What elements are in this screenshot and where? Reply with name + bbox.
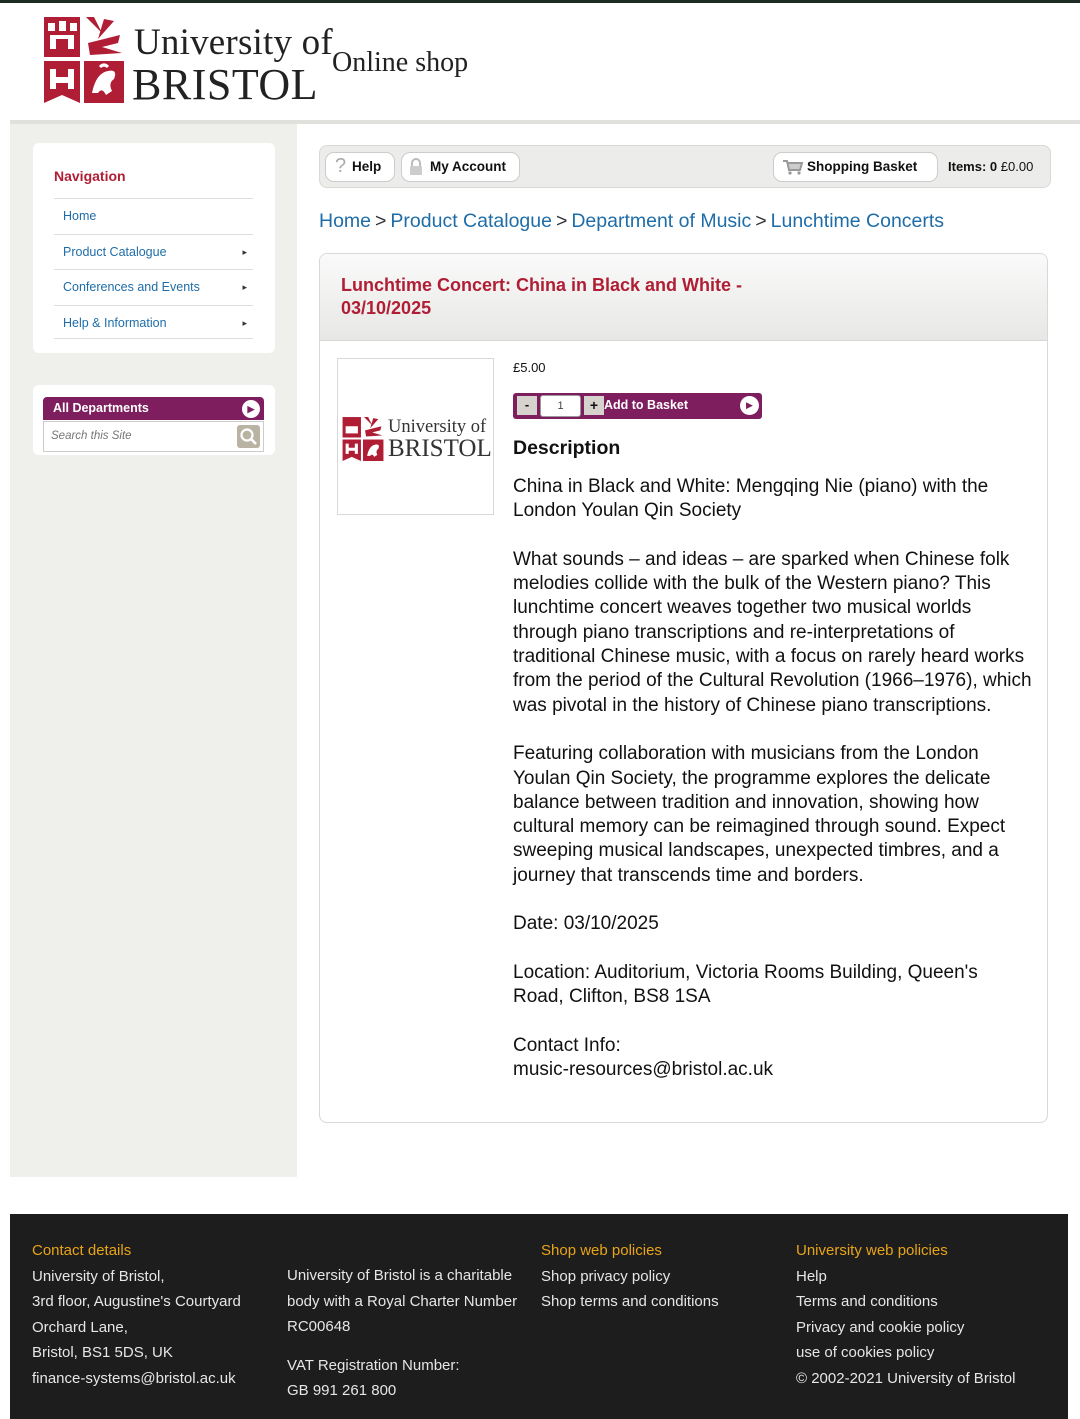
breadcrumb-lunchtime-concerts[interactable]: Lunchtime Concerts (770, 210, 945, 232)
breadcrumb-separator: > (555, 210, 568, 232)
footer-link-cookies[interactable]: use of cookies policy (796, 1344, 935, 1361)
description-paragraph: China in Black and White: Mengqing Nie (piano) with the London Youlan Qin Society (513, 476, 989, 522)
sidebar-item-label: Product Catalogue (63, 245, 167, 259)
chevron-right-icon: ▸ (242, 282, 247, 292)
play-circle-icon: ▶ (242, 400, 260, 418)
items-label: Items: (948, 159, 987, 174)
my-account-label: My Account (430, 159, 507, 174)
departments-panel (33, 385, 275, 455)
help-label: Help (352, 159, 382, 174)
logo-line-university: University of (134, 22, 333, 63)
all-departments-label: All Departments (53, 401, 149, 415)
sidebar-item-help-information[interactable] (54, 305, 253, 339)
breadcrumb-separator: > (375, 210, 387, 232)
product-price: £5.00 (513, 360, 546, 375)
footer-contact-details (32, 1238, 241, 1391)
footer-link-privacy-cookie[interactable]: Privacy and cookie policy (796, 1318, 965, 1336)
university-crest-icon (42, 13, 126, 103)
search-field (43, 421, 264, 452)
play-circle-icon[interactable]: ▶ (740, 396, 759, 415)
footer-shop-policies (541, 1238, 719, 1315)
breadcrumb (319, 210, 944, 233)
contact-email[interactable]: music-resources@bristol.ac.uk (513, 1059, 774, 1081)
event-location: Location: Auditorium, Victoria Rooms Building, Queen's Road, Clifton, BS8 1SA (513, 961, 978, 1008)
breadcrumb-product-catalogue[interactable]: Product Catalogue (390, 210, 552, 232)
footer-text: University of Bristol is a charitable (287, 1267, 513, 1284)
footer-text: 3rd floor, Augustine's Courtyard (32, 1293, 241, 1310)
university-crest-icon (340, 415, 386, 461)
description-paragraph: What sounds – and ideas – are sparked when Chinese folk melodies collide with the bulk of the Western piano? This lunchtime concert weaves together two musical worlds through piano transcriptions and re-interpretations of traditional Chinese music, with a focus on rarely heard works from the period of the Cultural Revolution (1966–1976), which was pivotal in the history of Chinese piano transcriptions. (513, 548, 1032, 716)
quantity-input[interactable] (540, 395, 581, 417)
footer-text: Orchard Lane, (32, 1318, 128, 1336)
footer-copyright: © 2002-2021 University of Bristol (796, 1369, 1016, 1387)
question-icon: ? (335, 155, 347, 177)
help-button[interactable] (325, 152, 395, 182)
footer-link-help[interactable]: Help (796, 1267, 827, 1285)
sidebar-item-label: Home (63, 209, 97, 223)
thumb-logo-line-university: University of (388, 417, 487, 437)
search-icon (237, 425, 260, 448)
footer-link-shop-privacy[interactable]: Shop privacy policy (541, 1267, 671, 1285)
university-logo[interactable] (42, 13, 333, 109)
items-count: 0 (989, 159, 998, 174)
search-button[interactable] (237, 425, 260, 448)
breadcrumb-department-of-music[interactable]: Department of Music (571, 210, 752, 232)
sidebar-item-product-catalogue[interactable] (54, 234, 253, 268)
breadcrumb-separator: > (755, 210, 767, 232)
navigation-panel (33, 143, 275, 353)
chevron-right-icon: ▸ (242, 247, 247, 257)
footer-heading: University web policies (796, 1242, 948, 1259)
footer-university-policies (796, 1238, 1016, 1391)
items-total: £0.00 (1000, 159, 1034, 174)
footer-link-terms[interactable]: Terms and conditions (796, 1293, 938, 1310)
basket-summary (948, 159, 1033, 174)
site-footer (10, 1214, 1068, 1419)
sidebar-item-conferences-and-events[interactable] (54, 269, 253, 303)
logo-line-bristol: BRISTOL (132, 60, 319, 109)
thumb-logo-line-bristol: BRISTOL (388, 435, 492, 462)
sidebar-item-home[interactable] (54, 198, 253, 232)
footer-heading: Shop web policies (541, 1242, 662, 1259)
contact-info-label: Contact Info: (513, 1034, 621, 1056)
sidebar-item-label: Help & Information (63, 316, 167, 330)
footer-email-link[interactable]: finance-systems@bristol.ac.uk (32, 1369, 236, 1387)
product-title: Lunchtime Concert: China in Black and White - 03/10/2025 (341, 275, 743, 318)
quantity-decrement-button[interactable]: - (517, 396, 537, 415)
add-to-basket-button[interactable]: Add to Basket (604, 398, 689, 412)
description-paragraph: Featuring collaboration with musicians from the London Youlan Qin Society, the programme explores the delicate balance between tradition and innovation, showing how cultural memory can be reimagined through sound. Expect sweeping musical landscapes, unexpected timbres, and a journey that transcends time and borders. (513, 743, 1006, 886)
lock-icon (409, 158, 423, 176)
footer-text: GB 991 261 800 (287, 1382, 397, 1399)
add-to-basket-bar (513, 393, 762, 419)
product-image[interactable] (337, 358, 494, 515)
navigation-title: Navigation (54, 168, 126, 184)
search-input[interactable] (46, 425, 231, 447)
chevron-right-icon: ▸ (242, 318, 247, 328)
footer-link-shop-terms[interactable]: Shop terms and conditions (541, 1293, 719, 1310)
quantity-increment-button[interactable]: + (584, 396, 604, 415)
site-header (0, 3, 1080, 123)
sidebar-item-label: Conferences and Events (63, 280, 200, 294)
footer-text: Bristol, BS1 5DS, UK (32, 1344, 173, 1361)
product-header (320, 254, 1047, 341)
shopping-cart-icon (782, 159, 804, 175)
description-heading: Description (513, 437, 621, 459)
shopping-basket-button[interactable] (773, 152, 938, 182)
footer-text: body with a Royal Charter Number (287, 1292, 518, 1310)
my-account-button[interactable] (401, 152, 520, 182)
footer-text: RC00648 (287, 1318, 351, 1335)
top-toolbar (319, 145, 1051, 188)
footer-text: VAT Registration Number: (287, 1356, 460, 1374)
product-description (513, 475, 1033, 1082)
breadcrumb-home[interactable]: Home (319, 210, 372, 232)
footer-charity-info (287, 1263, 517, 1404)
all-departments-dropdown[interactable] (43, 397, 264, 420)
footer-text: University of Bristol, (32, 1267, 165, 1285)
event-date: Date: 03/10/2025 (513, 913, 659, 935)
product-panel (319, 253, 1048, 1123)
shop-title: Online shop (332, 47, 469, 78)
shopping-basket-label: Shopping Basket (807, 159, 918, 174)
footer-heading: Contact details (32, 1242, 132, 1259)
